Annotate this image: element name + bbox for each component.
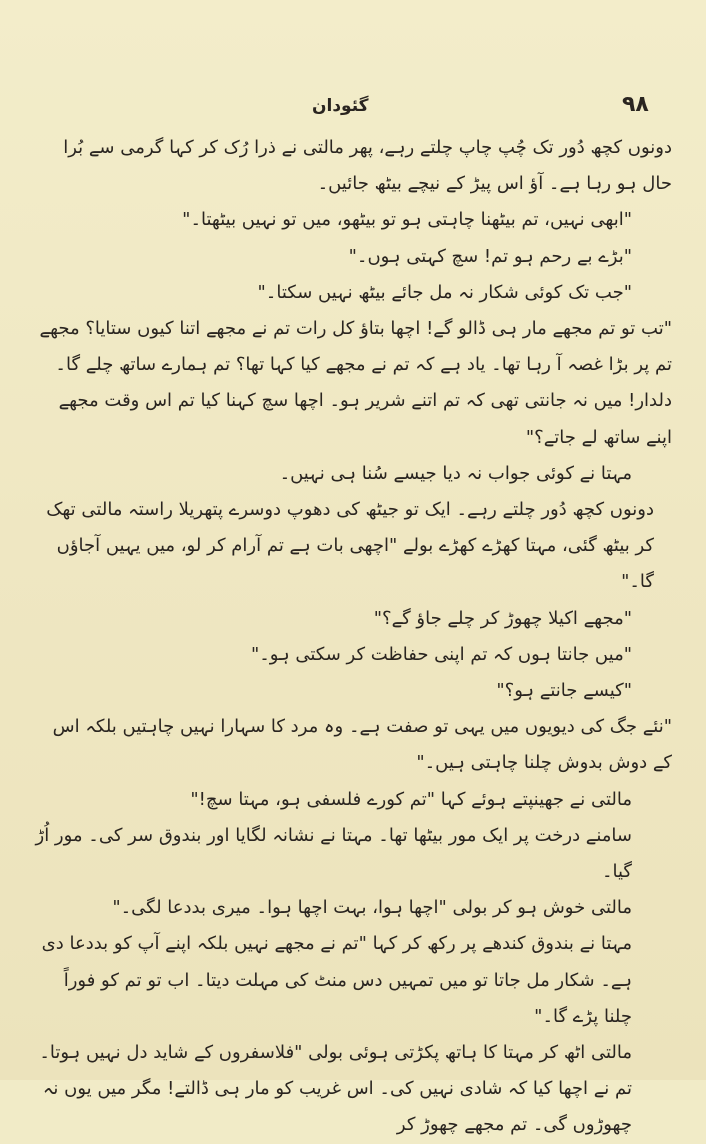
paragraph: "بڑے بے رحم ہو تم! سچ کہتی ہوں۔" (348, 245, 632, 267)
running-title: گئودان (312, 96, 369, 116)
page-header (40, 92, 666, 126)
paragraph: "ابھی نہیں، تم بیٹھنا چاہتی ہو تو بیٹھو، میں تو نہیں بیٹھتا۔" (182, 209, 632, 231)
paragraph: "مجھے اکیلا چھوڑ کر چلے جاؤ گے؟" (373, 607, 632, 629)
paragraph: مہتا نے بندوق کندھے پر رکھ کر کہا "تم نے مجھے نہیں بلکہ اپنے آپ کو بددعا دی ہے۔ شکار مل جاتا تو میں تمہیں دس منٹ کی مہلت دیتا۔ اب تو تم کو فوراً چلنا پڑے گا۔" (41, 933, 632, 1027)
paragraph: مالتی نے جھینپتے ہوئے کہا "تم کورے فلسفی ہو، مہتا سچ!" (190, 788, 632, 810)
paragraph: "جب تک کوئی شکار نہ مل جائے بیٹھ نہیں سکتا۔" (257, 281, 632, 303)
paragraph: سامنے درخت پر ایک مور بیٹھا تھا۔ مہتا نے نشانہ لگایا اور بندوق سر کی۔ مور اُڑ گیا۔ (35, 824, 632, 883)
paragraph: مالتی اٹھ کر مہتا کا ہاتھ پکڑتی ہوئی بولی "فلاسفروں کے شاید دل نہیں ہوتا۔ تم نے اچھا کیا کہ شادی نہیں کی۔ اس غریب کو مار ہی ڈالتے! مگر میں یوں نہ چھوڑوں گی۔ تم مجھے چھوڑ کر (39, 1042, 632, 1136)
paragraph: "کیسے جانتے ہو؟" (496, 680, 632, 702)
paragraph: مالتی خوش ہو کر بولی "اچھا ہوا، بہت اچھا ہوا۔ میری بددعا لگی۔" (112, 897, 632, 919)
paragraph: دونوں کچھ دُور چلتے رہے۔ ایک تو جیٹھ کی دھوپ دوسرے پتھریلا راستہ مالتی تھک کر بیٹھ گئی، مہتا کھڑے کھڑے بولے "اچھی بات ہے تم آرام کر لو، میں یہیں آجاؤں گا۔" (46, 499, 654, 593)
body-text (34, 130, 672, 1144)
paragraph: "میں جانتا ہوں کہ تم اپنی حفاظت کر سکتی ہو۔" (250, 643, 632, 665)
page-number: ۹۸ (622, 92, 649, 117)
paragraph: مہتا نے کوئی جواب نہ دیا جیسے سُنا ہی نہیں۔ (279, 462, 632, 484)
paragraph: "تب تو تم مجھے مار ہی ڈالو گے! اچھا بتاؤ کل رات تم نے مجھے اتنا کیوں ستایا؟ مجھے تم پر بڑا غصہ آ رہا تھا۔ یاد ہے کہ تم نے مجھے کیا کہا تھا؟ تم ہمارے ساتھ چلے گا۔ دلدار! میں نہ جانتی تھی کہ تم اتنے شریر ہو۔ اچھا سچ کہنا کیا تم اس وقت مجھے اپنے ساتھ لے جاتے؟" (39, 318, 672, 448)
paragraph: دونوں کچھ دُور تک چُپ چاپ چلتے رہے، پھر مالتی نے ذرا رُک کر کہا گرمی سے بُرا حال ہو رہا ہے۔ آؤ اس پیڑ کے نیچے بیٹھ جائیں۔ (63, 137, 672, 195)
paragraph: "نئے جگ کی دیویوں میں یہی تو صفت ہے۔ وہ مرد کا سہارا نہیں چاہتیں بلکہ اس کے دوش بدوش چلنا چاہتی ہیں۔" (52, 716, 672, 774)
